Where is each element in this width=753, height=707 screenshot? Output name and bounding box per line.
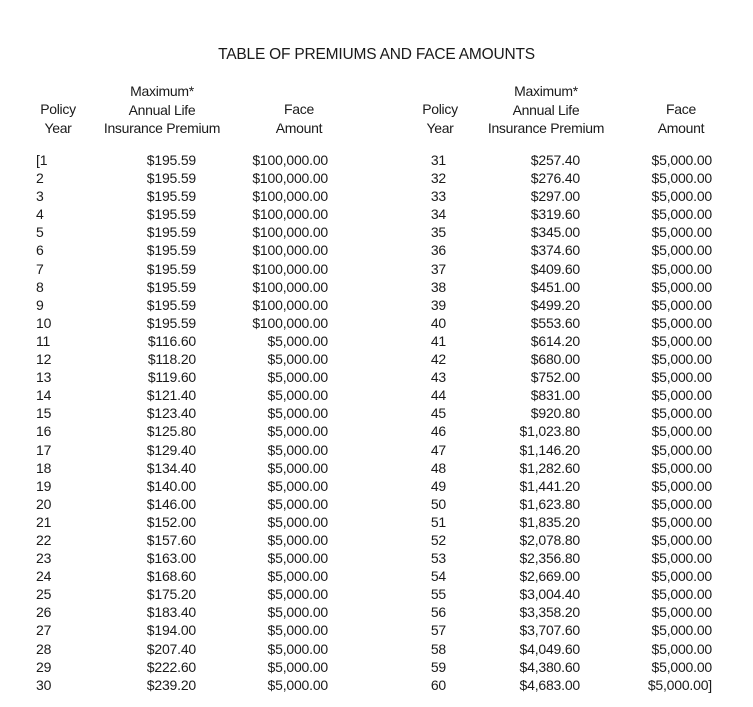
table-cell: $374.60 [530,242,580,259]
table-cell: $5,000.00 [651,604,712,621]
table-cell: 48 [430,459,446,476]
table-cell: $195.59 [146,260,196,277]
table-cell: $195.59 [146,206,196,223]
table-cell: 50 [430,495,446,512]
table-cell: 17 [36,441,52,458]
table-cell: $100,000.00 [252,152,328,168]
table-cell: $5,000.00 [651,351,712,368]
table-cell: $121.40 [146,387,196,404]
table-cell: $5,000.00 [651,152,712,168]
table-cell: $140.00 [146,477,196,494]
header-face-right [644,100,718,137]
table-cell: 4 [36,206,44,223]
table-cell: $5,000.00 [651,441,712,458]
table-cell: 20 [36,495,52,512]
table-cell: 35 [430,224,446,241]
table-cell: 18 [36,459,52,476]
header-line: Face [666,101,696,117]
face-amount-column-left [236,151,328,694]
table-cell: 25 [36,586,52,603]
table-cell: 21 [36,513,52,530]
premium-column-left [120,151,196,694]
table-cell: $5,000.00 [267,441,328,458]
table-cell: 27 [36,622,52,639]
table-cell: $3,707.60 [519,622,580,639]
table-cell: $4,683.00 [519,676,580,693]
table-cell: 22 [36,531,52,548]
table-cell: $100,000.00 [252,260,328,277]
header-line: Year [44,119,72,136]
table-cell: $499.20 [530,296,580,313]
table-cell: $5,000.00 [651,405,712,422]
table-cell: $152.00 [146,513,196,530]
table-cell: $5,000.00 [267,459,328,476]
table-cell: $222.60 [146,658,196,675]
header-line: Policy [40,101,76,117]
table-cell: 40 [430,314,446,331]
table-cell: $5,000.00 [267,676,328,693]
table-cell: 38 [430,278,446,295]
table-cell: $1,023.80 [519,423,580,440]
table-cell: $3,358.20 [519,604,580,621]
table-cell: $146.00 [146,495,196,512]
table-cell: $183.40 [146,604,196,621]
table-cell: $1,623.80 [519,495,580,512]
table-cell: 32 [430,170,446,187]
table-cell: 39 [430,296,446,313]
table-cell: $1,146.20 [519,441,580,458]
table-cell: $5,000.00 [267,568,328,585]
header-line: Year [426,119,454,136]
table-cell: $100,000.00 [252,278,328,295]
header-line: Maximum* [130,83,194,99]
table-cell: $5,000.00 [267,658,328,675]
table-cell: $680.00 [530,351,580,368]
table-cell: $5,000.00 [651,531,712,548]
table-cell: 8 [36,278,44,295]
table-cell: $100,000.00 [252,224,328,241]
table-cell: 42 [430,351,446,368]
table-cell: 26 [36,604,52,621]
table-cell: $118.20 [147,351,196,368]
table-cell: 31 [430,152,446,168]
table-cell: $5,000.00 [267,586,328,603]
table-cell: 56 [430,604,446,621]
table-cell: 14 [36,387,52,404]
table-cell: $5,000.00 [267,622,328,639]
table-cell: 29 [36,658,52,675]
premium-column-right [496,151,580,694]
table-cell: $5,000.00 [267,405,328,422]
table-cell: $752.00 [530,369,580,386]
table-cell: 37 [430,260,446,277]
table-cell: 36 [430,242,446,259]
table-cell: $100,000.00 [252,188,328,205]
table-cell: 11 [36,332,51,349]
table-cell: $2,669.00 [519,568,580,585]
table-cell: 58 [430,640,446,657]
header-line: Insurance Premium [487,120,605,136]
table-cell: $125.80 [146,423,196,440]
table-cell: $5,000.00 [651,513,712,530]
table-cell: $5,000.00 [651,622,712,639]
table-cell: 44 [430,387,446,404]
table-cell: 10 [36,314,52,331]
header-line: Annual Life [128,101,196,118]
table-cell: $5,000.00 [651,387,712,404]
table-cell: 2 [36,170,44,187]
table-cell: $4,380.60 [519,658,580,675]
header-line: Maximum* [514,83,578,99]
policy-year-column-left [36,151,66,694]
table-cell: 3 [36,188,44,205]
table-cell: 46 [430,423,446,440]
table-cell: $5,000.00 [651,568,712,585]
table-cell: 23 [36,550,52,567]
table-cell: 51 [430,513,446,530]
table-cell: $920.80 [530,405,580,422]
table-cell: $2,078.80 [519,531,580,548]
table-cell: $5,000.00 [267,495,328,512]
table-cell: $5,000.00 [651,369,712,386]
table-cell: 54 [430,568,446,585]
table-cell: 43 [430,369,446,386]
table-cell: 34 [430,206,446,223]
table-cell: $195.59 [146,278,196,295]
table-cell: 28 [36,640,52,657]
table-cell: $5,000.00] [647,676,712,693]
table-cell: $5,000.00 [651,640,712,657]
table-cell: $195.59 [146,296,196,313]
table-cell: $5,000.00 [267,477,328,494]
header-policy-year-left [32,100,84,137]
table-cell: $5,000.00 [267,640,328,657]
table-cell: $5,000.00 [267,513,328,530]
table-cell: $195.59 [146,152,196,168]
table-cell: $5,000.00 [267,369,328,386]
table-cell: 19 [36,477,52,494]
table-cell: 60 [430,676,446,693]
table-cell: $100,000.00 [252,170,328,187]
table-cell: $345.00 [530,224,580,241]
table-cell: $195.59 [146,224,196,241]
table-cell: $5,000.00 [651,423,712,440]
table-cell: $297.00 [530,188,580,205]
table-cell: 33 [430,188,446,205]
table-cell: $2,356.80 [519,550,580,567]
table-cell: $5,000.00 [267,550,328,567]
table-cell: $614.20 [530,332,580,349]
table-cell: $5,000.00 [651,459,712,476]
table-cell: 15 [36,405,52,422]
table-cell: $195.59 [146,170,196,187]
table-cell: $239.20 [146,676,196,693]
table-cell: 16 [36,423,52,440]
table-cell: $5,000.00 [651,586,712,603]
table-cell: $5,000.00 [651,188,712,205]
table-cell: 53 [430,550,446,567]
header-policy-year-right [414,100,466,137]
table-cell: 5 [36,224,44,241]
table-cell: $5,000.00 [651,260,712,277]
table-cell: $100,000.00 [252,206,328,223]
table-cell: $175.20 [146,586,196,603]
table-cell: $123.40 [146,405,196,422]
table-cell: $5,000.00 [651,242,712,259]
table-cell: $451.00 [530,278,580,295]
table-cell: $119.60 [147,369,196,386]
table-cell: $5,000.00 [267,423,328,440]
table-cell: $129.40 [146,441,196,458]
table-cell: 45 [430,405,446,422]
table-cell: $163.00 [146,550,196,567]
table-cell: 41 [430,332,446,349]
table-cell: $5,000.00 [651,550,712,567]
header-line: Amount [275,119,323,136]
table-cell: 6 [36,242,44,259]
table-cell: 59 [430,658,446,675]
header-premium-right [474,82,618,138]
table-cell: $319.60 [530,206,580,223]
table-cell: $5,000.00 [651,477,712,494]
table-cell: 7 [36,260,44,277]
table-cell: 47 [430,441,446,458]
table-cell: $157.60 [146,531,196,548]
header-premium-left [90,82,234,138]
table-cell: $195.59 [146,188,196,205]
table-cell: $195.59 [146,242,196,259]
table-cell: $5,000.00 [267,332,328,349]
table-cell: $5,000.00 [651,170,712,187]
table-cell: $409.60 [530,260,580,277]
table-cell: $5,000.00 [651,495,712,512]
table-cell: $5,000.00 [651,296,712,313]
table-cell: $5,000.00 [267,387,328,404]
table-cell: $1,835.20 [519,513,580,530]
table-cell: $5,000.00 [651,206,712,223]
header-line: Policy [422,101,458,117]
table-cell: $116.60 [147,332,196,349]
table-cell: 55 [430,586,446,603]
table-title: TABLE OF PREMIUMS AND FACE AMOUNTS [218,46,535,63]
table-cell: $5,000.00 [267,531,328,548]
table-cell: 52 [430,531,446,548]
header-line: Face [284,101,314,117]
table-cell: 24 [36,568,52,585]
table-cell: $134.40 [146,459,196,476]
table-cell: [1 [36,152,48,168]
table-cell: 12 [36,351,52,368]
table-cell: 9 [36,296,44,313]
table-cell: $1,282.60 [519,459,580,476]
table-cell: $5,000.00 [651,314,712,331]
table-cell: $5,000.00 [651,224,712,241]
table-cell: $553.60 [530,314,580,331]
table-cell: 49 [430,477,446,494]
header-line: Insurance Premium [103,120,221,136]
table-cell: $5,000.00 [651,658,712,675]
table-cell: $100,000.00 [252,242,328,259]
table-cell: $5,000.00 [267,604,328,621]
table-cell: $5,000.00 [651,332,712,349]
table-cell: $4,049.60 [519,640,580,657]
table-cell: $195.59 [146,314,196,331]
table-cell: $194.00 [146,622,196,639]
header-line: Annual Life [512,101,580,118]
table-cell: 13 [36,369,52,386]
table-cell: 30 [36,676,52,693]
policy-year-column-right [418,151,446,694]
header-face-left [262,100,336,137]
table-cell: $100,000.00 [252,296,328,313]
table-cell: $831.00 [530,387,580,404]
table-cell: $100,000.00 [252,314,328,331]
table-cell: $207.40 [146,640,196,657]
table-cell: $5,000.00 [651,278,712,295]
table-cell: $168.60 [146,568,196,585]
table-cell: $3,004.40 [519,586,580,603]
table-cell: $1,441.20 [519,477,580,494]
table-cell: $276.40 [530,170,580,187]
header-line: Amount [657,119,705,136]
table-cell: 57 [430,622,446,639]
table-cell: $5,000.00 [267,351,328,368]
face-amount-column-right [620,151,712,694]
table-cell: $257.40 [530,152,580,168]
